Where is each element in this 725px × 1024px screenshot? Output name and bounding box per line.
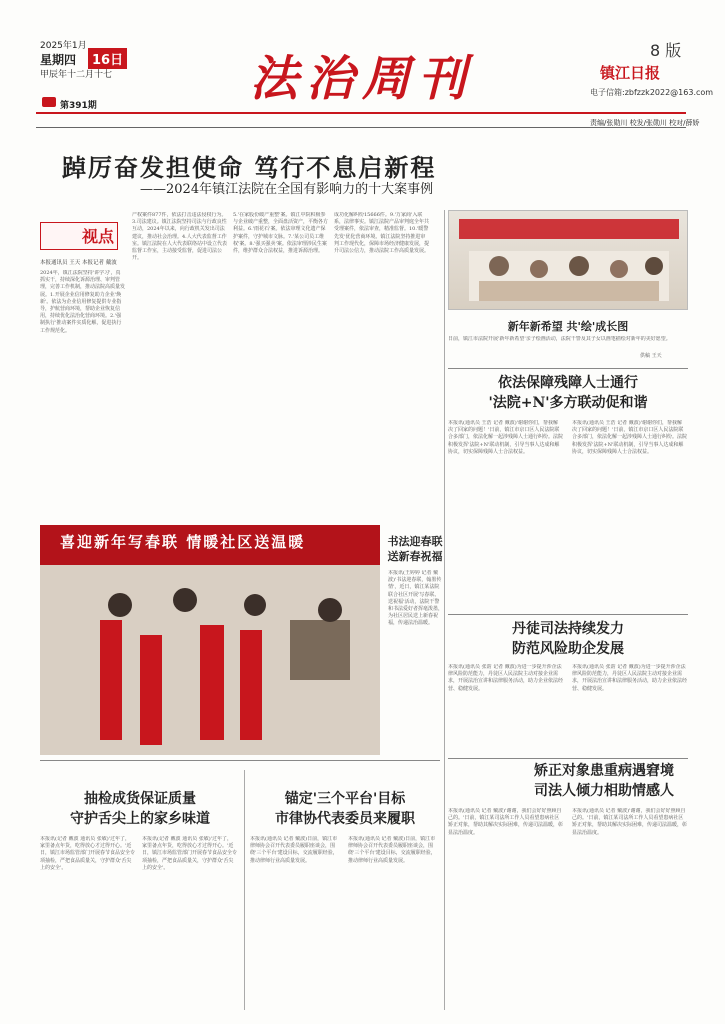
rule-bottom bbox=[40, 760, 440, 761]
platform-title-2: 市律协代表委员来履职 bbox=[275, 811, 415, 827]
platform-title-1: 锚定'三个平台'目标 bbox=[284, 791, 406, 807]
lunar-date: 甲辰年十二月十七 bbox=[40, 70, 113, 80]
rights-col-1: 本报讯(通讯员 王浩 记者 戴波)'谢谢你们，帮我解决了回家的问题！'日前，镇江市京口区人民法院联合多部门，依法化解一起涉残障人士通行纠纷。法院积极发挥'法院+N'联动机制，引导当事人达成和解协议，切实保障残障人士合法权益。 bbox=[448, 420, 563, 455]
lead-col-4: 成功化解纠纷15666件。9.'万家商'入联系，法律事实。镇江法院产品审判庭全年共受理案件，依法审查，精准监督。10.'暖警先发'优化营商环境。镇江法院坚持推进审判工作现代化，保障市场经济健康发展，提升司法公信力，推动法院工作高质量发展。 bbox=[334, 212, 429, 255]
rights-title-2: '法院+N'多方联动促和谐 bbox=[488, 395, 648, 411]
date-line: 2025年1月 bbox=[40, 41, 87, 51]
photo-kids-drawing-art bbox=[449, 211, 688, 310]
email-line: 电子信箱:zbfzzk2022@163.com bbox=[590, 88, 714, 97]
juvenile-col-1: 本报讯(通讯员 记者 戴波)'谢谢，我们会好好照顾自己的。'日前，镇江某司法所工作人员看望患病社区矫正对象，帮助其解决实际困难，传递司法温暖，彰显法治温度。 bbox=[448, 808, 563, 836]
divider-right bbox=[444, 210, 445, 1010]
rights-col-2: 本报讯(通讯员 王浩 记者 戴波)'谢谢你们，帮我解决了回家的问题！'日前，镇江市京口区人民法院联合多部门，依法化解一起涉残障人士通行纠纷。法院积极发挥'法院+N'联动机制，引导当事人达成和解协议，切实保障残障人士合法权益。 bbox=[572, 420, 687, 455]
food-title-1: 抽检成货保证质量 bbox=[84, 791, 196, 807]
photo-caption-1-text: 日前，镇江市法院开展'新年新希望'亲子绘画活动，法院干警及其子女以画笔描绘对新年的美好愿望。 bbox=[448, 336, 671, 342]
lead-subhead: ——2024年镇江法院在全国有影响力的十大案事例 bbox=[140, 182, 434, 197]
photo-spring-couplets-art bbox=[40, 525, 380, 755]
lead-col-2: 产权案件877件，依法打击违法侵权行为。3.司法建议。镇江法院坚持司法与行政良性互动，2024年以来，向行政机关发出司法建议，推动社会治理。4.人大代表监督工作室。镇江法院在人大代表联络站中设立代表监督工作室，主动接受监督，促进司法公开。 bbox=[132, 212, 227, 262]
danyang-col-1: 本报讯(通讯员 张韵 记者 戴波)为进一步提升涉企法律风险防范能力，丹徒区人民法院主动对接企业需求，开展法治宣讲和法律服务活动，助力企业依法经营、稳健发展。 bbox=[448, 664, 563, 692]
divider-bottom bbox=[244, 770, 245, 1010]
day-badge: 16日 bbox=[88, 48, 127, 69]
food-col-2: 本报讯(记者 戴波 通讯员 张敏)'过年了，家里备点年货，吃得放心才过得开心。'近日，镇江市场监管部门开展春节食品安全专项抽检，严把食品质量关，守护群众'舌尖上的安全'。 bbox=[142, 836, 237, 871]
photo-spring-couplets bbox=[40, 525, 380, 755]
food-col-1: 本报讯(记者 戴波 通讯员 张敏)'过年了，家里备点年货，吃得放心才过得开心。'近日，镇江市场监管部门开展春节食品安全专项抽检，严把食品质量关，守护群众'舌尖上的安全'。 bbox=[40, 836, 135, 871]
platform-col-1: 本报讯(通讯员 记者 戴波)日前，镇江市律师协会召开代表委员履职座谈会，围绕'三个平台'建设目标，交流履职经验，推动律师行业高质量发展。 bbox=[250, 836, 338, 864]
banner-text: 喜迎新年写春联 情暖社区送温暖 bbox=[60, 533, 306, 551]
editors-line: 责编/张勋川 校发/张勋川 校对/薛娇 bbox=[590, 119, 700, 127]
rule-juvenile bbox=[448, 758, 688, 759]
juvenile-title-1: 矫正对象患重病遇窘境 bbox=[534, 763, 674, 779]
lead-headline: 踔厉奋发担使命 笃行不息启新程 bbox=[62, 153, 437, 182]
page-number: 8 版 bbox=[650, 41, 682, 60]
rule-danyang bbox=[448, 614, 688, 615]
photo-caption-1-title: 新年新希望 共'绘'成长图 bbox=[507, 320, 629, 333]
spring-title-1: 书法迎春联 bbox=[387, 535, 443, 548]
masthead-title: 法治周刊 bbox=[250, 51, 475, 107]
juvenile-col-2: 本报讯(通讯员 记者 戴波)'谢谢，我们会好好照顾自己的。'日前，镇江某司法所工作人员看望患病社区矫正对象，帮助其解决实际困难，传递司法温暖，彰显法治温度。 bbox=[572, 808, 687, 836]
issue-mark-icon bbox=[42, 97, 56, 107]
lead-byline: 本报通讯员 王天 本报记者 戴波 bbox=[40, 260, 117, 266]
rights-title-1: 依法保障残障人士通行 bbox=[498, 375, 638, 391]
masthead-rule-2 bbox=[36, 127, 686, 128]
lead-col-1: 2024年，镇江法院坚持'讲学习'，真抓实干，持续深化诉源治理、审判管理，完善工作机制，推动法院高质量发展。1.开展企业信用修复助力企业'焕新'。依法为企业信用修复提供专业指导，护航营商环境，帮助企业恢复信用，持续优化法治化营商环境。2.'强制执行'推动案件实质化解，促进执行工作规范化。 bbox=[40, 270, 125, 334]
platform-col-2: 本报讯(通讯员 记者 戴波)日前，镇江市律师协会召开代表委员履职座谈会，围绕'三个平台'建设目标，交流履职经验，推动律师行业高质量发展。 bbox=[348, 836, 436, 864]
masthead-info bbox=[590, 88, 713, 98]
lead-col-3: 5.'在家股份破产重整'案。镇江中院积极参与企业破产重整，全面盘活资产，平衡各方利益。6.'雨花石'案。依法审理文化遗产保护案件，守护城市文脉。7.'某公司员工维权'案。8.'强买强卖'案。依法审理涉民生案件，维护群众合法权益，推进诉源治理。 bbox=[233, 212, 328, 255]
food-title-2: 守护舌尖上的家乡味道 bbox=[70, 811, 210, 827]
photo-kids-drawing bbox=[448, 210, 688, 310]
danyang-title-1: 丹徒司法持续发力 bbox=[512, 621, 624, 637]
photo-caption-1-credit: 供稿 王天 bbox=[640, 353, 662, 359]
danyang-title-2: 防范风险助企发展 bbox=[512, 641, 624, 657]
weekday: 星期四 bbox=[40, 53, 77, 67]
spring-text: 本报讯(王婷婷 记者 戴波)'书法迎春联，翰墨传情'，近日，镇江某法院联合社区开展'写春联、送祝福'活动，法院干警和书法爱好者挥毫泼墨，为社区居民送上新春祝福，传递法治温暖。 bbox=[388, 570, 443, 627]
juvenile-title-2: 司法人倾力相助情感人 bbox=[534, 783, 674, 799]
rule-rights bbox=[448, 368, 688, 369]
viewpoint-label: 视点 bbox=[82, 227, 115, 246]
issue-number: 第391期 bbox=[60, 101, 97, 111]
paper-logo: 镇江日报 bbox=[600, 64, 661, 82]
danyang-col-2: 本报讯(通讯员 张韵 记者 戴波)为进一步提升涉企法律风险防范能力，丹徒区人民法院主动对接企业需求，开展法治宣讲和法律服务活动，助力企业依法经营、稳健发展。 bbox=[572, 664, 687, 692]
masthead-rule bbox=[36, 112, 686, 114]
spring-title-2: 送新春祝福 bbox=[387, 550, 443, 563]
